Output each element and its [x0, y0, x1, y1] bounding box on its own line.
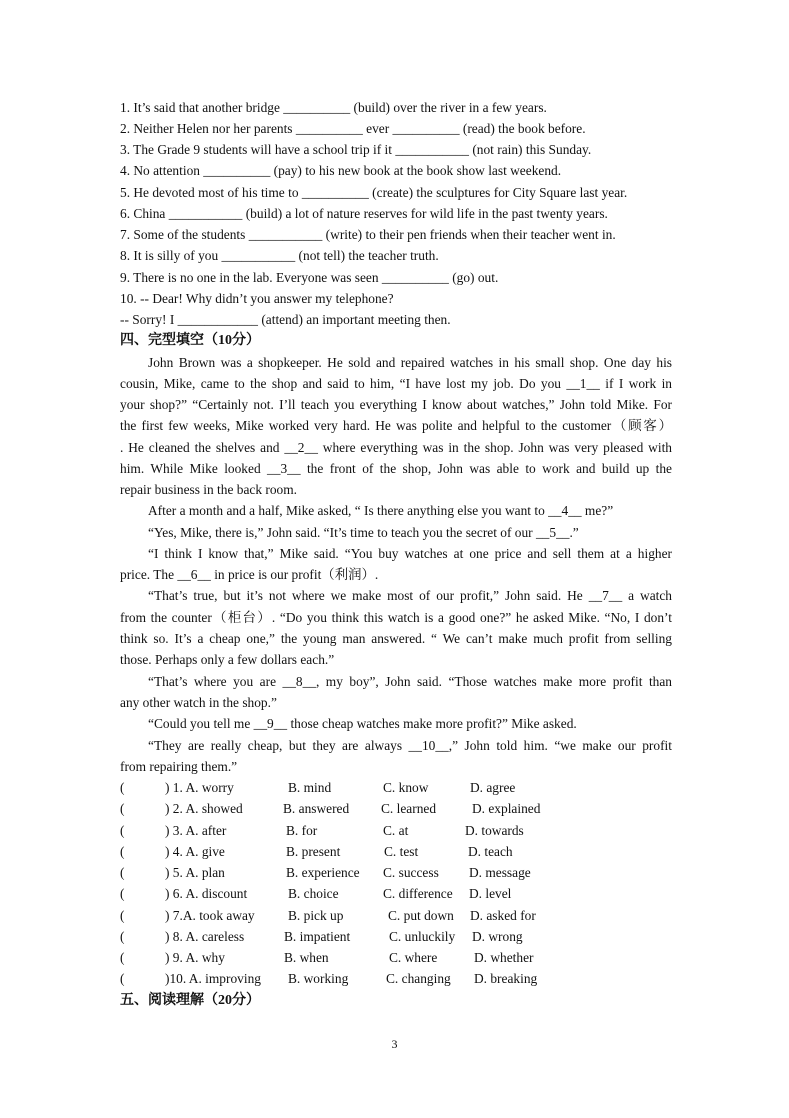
option-a: ) 7.A. took away: [165, 908, 255, 923]
passage-line: repair business in the back room.: [120, 482, 298, 497]
question-9: 9. There is no one in the lab. Everyone was seen __________ (go) out.: [120, 270, 499, 285]
option-a: )10. A. improving: [165, 971, 261, 986]
answer-paren: (: [120, 971, 125, 986]
passage-line: any other watch in the shop.”: [120, 695, 277, 710]
option-b: B. impatient: [284, 929, 351, 944]
option-d: D. wrong: [472, 929, 523, 944]
option-d: D. message: [469, 865, 531, 880]
option-a: ) 9. A. why: [165, 950, 225, 965]
option-a: ) 4. A. give: [165, 844, 225, 859]
passage-line: the first few weeks, Mike worked very hard. He was polite and helpful to the customer（顾客）: [120, 418, 672, 433]
option-b: B. for: [286, 823, 318, 838]
option-b: B. mind: [288, 780, 332, 795]
section-4-title: 四、完型填空（10分）: [120, 333, 260, 348]
option-a: ) 8. A. careless: [165, 929, 245, 944]
passage-line: “Yes, Mike, there is,” John said. “It’s time to teach you the secret of our __5__.”: [148, 525, 579, 540]
question-10-answer: -- Sorry! I ____________ (attend) an important meeting then.: [120, 312, 451, 327]
option-a: ) 3. A. after: [165, 823, 227, 838]
question-8: 8. It is silly of you ___________ (not tell) the teacher truth.: [120, 248, 439, 263]
question-2: 2. Neither Helen nor her parents __________ ever __________ (read) the book before.: [120, 121, 586, 136]
option-a: ) 6. A. discount: [165, 886, 248, 901]
option-d: D. explained: [472, 801, 541, 816]
option-c: C. where: [389, 950, 438, 965]
passage-line: cousin, Mike, came to the shop and said to him, “I have lost my job. Do you __1__ if I work in: [120, 376, 672, 391]
question-4: 4. No attention __________ (pay) to his new book at the book show last weekend.: [120, 163, 562, 178]
question-5: 5. He devoted most of his time to __________ (create) the sculptures for City Square last year.: [120, 185, 628, 200]
answer-paren: (: [120, 950, 125, 965]
passage-line: John Brown was a shopkeeper. He sold and repaired watches in his small shop. One day his: [148, 355, 672, 370]
option-c: C. unluckily: [389, 929, 456, 944]
option-b: B. answered: [283, 801, 350, 816]
passage-line: think so. It’s a cheap one,” the young man answered. “ We can’t make much profit from selling: [120, 631, 672, 646]
passage-line: from the counter（柜台）. “Do you think this watch is a good one?” he asked Mike. “No, I don’t: [120, 610, 672, 625]
answer-paren: (: [120, 886, 125, 901]
option-d: D. whether: [474, 950, 534, 965]
passage-line: your shop?” “Certainly not. I’ll teach you everything I know about watches,” John told Mike. For: [120, 397, 672, 412]
option-d: D. asked for: [470, 908, 536, 923]
option-d: D. towards: [465, 823, 524, 838]
question-6: 6. China ___________ (build) a lot of nature reserves for wild life in the past twenty years.: [120, 206, 608, 221]
option-b: B. when: [284, 950, 329, 965]
option-c: C. success: [383, 865, 439, 880]
answer-paren: (: [120, 908, 125, 923]
section-5-title: 五、阅读理解（20分）: [120, 993, 260, 1008]
passage-line: him. While Mike looked __3__ the front of the shop, John was able to work and build up the: [120, 461, 672, 476]
option-b: B. pick up: [288, 908, 344, 923]
question-1: 1. It’s said that another bridge __________ (build) over the river in a few years.: [120, 100, 547, 115]
option-a: ) 1. A. worry: [165, 780, 234, 795]
passage-line: “I think I know that,” Mike said. “You buy watches at one price and sell them at a higher: [148, 546, 672, 561]
passage-line: those. Perhaps only a few dollars each.”: [120, 652, 335, 667]
passage-line: “Could you tell me __9__ those cheap watches make more profit?” Mike asked.: [148, 716, 577, 731]
answer-paren: (: [120, 823, 125, 838]
passage-line: . He cleaned the shelves and __2__ where everything was in the shop. John was very pleased with: [120, 440, 672, 455]
option-c: C. test: [384, 844, 419, 859]
answer-paren: (: [120, 929, 125, 944]
question-3: 3. The Grade 9 students will have a school trip if it ___________ (not rain) this Sunday.: [120, 142, 592, 157]
passage-line: After a month and a half, Mike asked, “ Is there anything else you want to __4__ me?”: [148, 503, 614, 518]
option-d: D. level: [469, 886, 512, 901]
page-number: 3: [391, 1037, 398, 1051]
option-c: C. at: [383, 823, 409, 838]
option-d: D. breaking: [474, 971, 538, 986]
option-c: C. difference: [383, 886, 453, 901]
passage-line: “That’s true, but it’s not where we make most of our profit,” John said. He __7__ a watch: [148, 588, 672, 603]
passage-line: from repairing them.”: [120, 759, 238, 774]
option-c: C. changing: [386, 971, 451, 986]
answer-paren: (: [120, 844, 125, 859]
option-c: C. know: [383, 780, 429, 795]
answer-paren: (: [120, 865, 125, 880]
option-c: C. put down: [388, 908, 454, 923]
option-d: D. teach: [468, 844, 513, 859]
option-b: B. choice: [288, 886, 339, 901]
option-d: D. agree: [470, 780, 516, 795]
option-a: ) 5. A. plan: [165, 865, 225, 880]
answer-paren: (: [120, 780, 125, 795]
passage-line: price. The __6__ in price is our profit（利润）.: [120, 567, 379, 582]
option-b: B. working: [288, 971, 349, 986]
question-10: 10. -- Dear! Why didn’t you answer my telephone?: [120, 291, 394, 306]
passage-line: “That’s where you are __8__, my boy”, John said. “Those watches make more profit than: [148, 674, 672, 689]
question-7: 7. Some of the students ___________ (write) to their pen friends when their teacher went in.: [120, 227, 616, 242]
passage-line: “They are really cheap, but they are always __10__,” John told him. “we make our profit: [148, 738, 672, 753]
option-b: B. experience: [286, 865, 360, 880]
option-c: C. learned: [381, 801, 437, 816]
option-a: ) 2. A. showed: [165, 801, 243, 816]
option-b: B. present: [286, 844, 341, 859]
answer-paren: (: [120, 801, 125, 816]
